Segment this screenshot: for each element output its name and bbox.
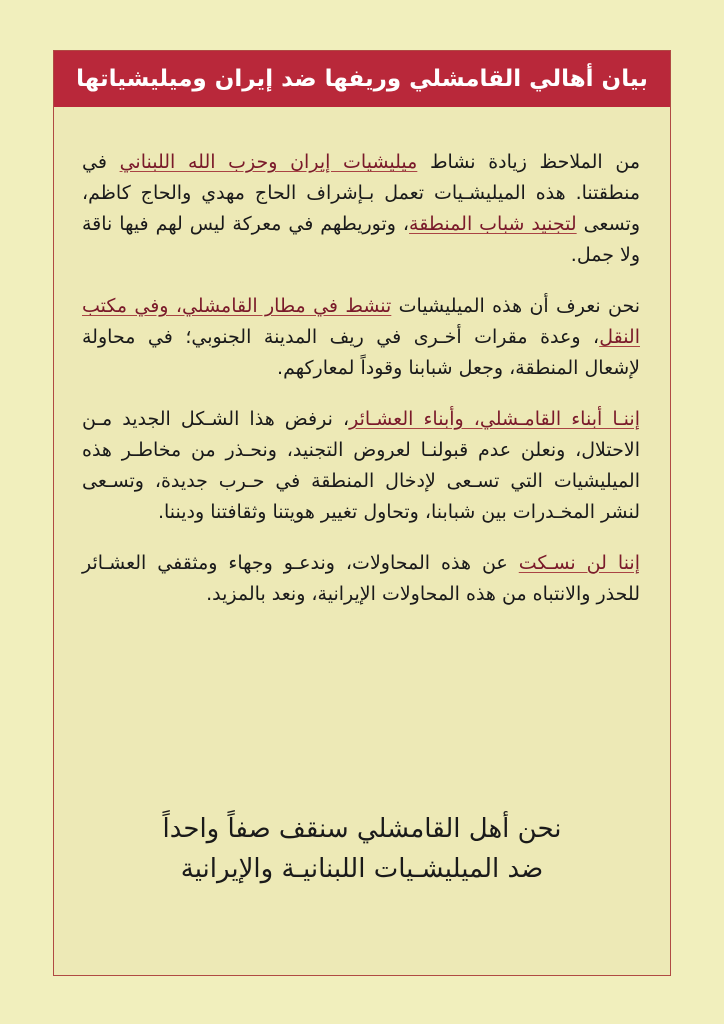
statement-title-banner — [54, 51, 670, 107]
paragraph-3 — [82, 404, 640, 528]
paragraph-1-highlight-2: لتجنيد شباب المنطقة — [409, 213, 577, 235]
paragraph-3-text-1: ، نرفض هذا الشـكل الجديد مـن الاحتلال، ونعلن عدم قبولنـا لعروض التجنيد، ونحـذر من مخاطـر هذه الميليشيات التي تسـعى لإدخال المنطقة في حـرب جديدة، وتسـعى لنشر المخـدرات بين شبابنا، وتحاول تغيير هويتنا وثقافتنا وديننا. — [82, 408, 640, 523]
paragraph-2-highlight-1: تنشط في مطار القامشلي، وفي مكتب النقل — [82, 295, 640, 348]
statement-title: بيان أهالي القامشلي وريفها ضد إيران وميليشياتها — [76, 66, 648, 92]
paragraph-2-text-1: نحن نعرف أن هذه الميليشيات — [391, 295, 640, 317]
closing-line-2: ضد الميليشـيات اللبنانيـة والإيرانية — [180, 854, 544, 884]
paragraph-1-text-2: في منطقتنا. هذه الميليشـيات تعمل بـإشراف الحاج مهدي والحاج كاظم، وتسعى — [82, 151, 641, 235]
paragraph-1 — [82, 147, 640, 271]
paragraph-4 — [82, 548, 640, 610]
paragraph-4-text-1: عن هذه المحاولات، وندعـو وجهاء ومثقفي العشـائر للحذر والانتباه من هذه المحاولات الإيرانية، ونعد بالمزيد. — [82, 552, 640, 605]
paragraph-1-text-3: ، وتوريطهم في معركة ليس لهم فيها ناقة ولا جمل. — [82, 213, 640, 266]
paragraph-3-highlight-1: إننـا أبناء القامـشلي، وأبناء العشـائر — [349, 408, 640, 430]
paragraph-1-highlight-1: ميليشيات إيران وحزب الله اللبناني — [119, 151, 418, 173]
paragraph-2-text-2: ، وعدة مقرات أخـرى في ريف المدينة الجنوبي؛ في محاولة لإشعال المنطقة، وجعل شبابنا وقوداً لمعاركهم. — [82, 326, 640, 379]
paragraph-1-text-1: من الملاحظ زيادة نشاط — [417, 151, 640, 173]
closing-slogan — [54, 809, 670, 889]
paragraph-2 — [82, 291, 640, 384]
paragraph-4-highlight-1: إننا لن نسـكت — [518, 552, 640, 574]
statement-body — [82, 147, 640, 630]
statement-frame — [53, 50, 671, 976]
closing-line-1: نحن أهل القامشلي سنقف صفاً واحداً — [162, 814, 562, 844]
